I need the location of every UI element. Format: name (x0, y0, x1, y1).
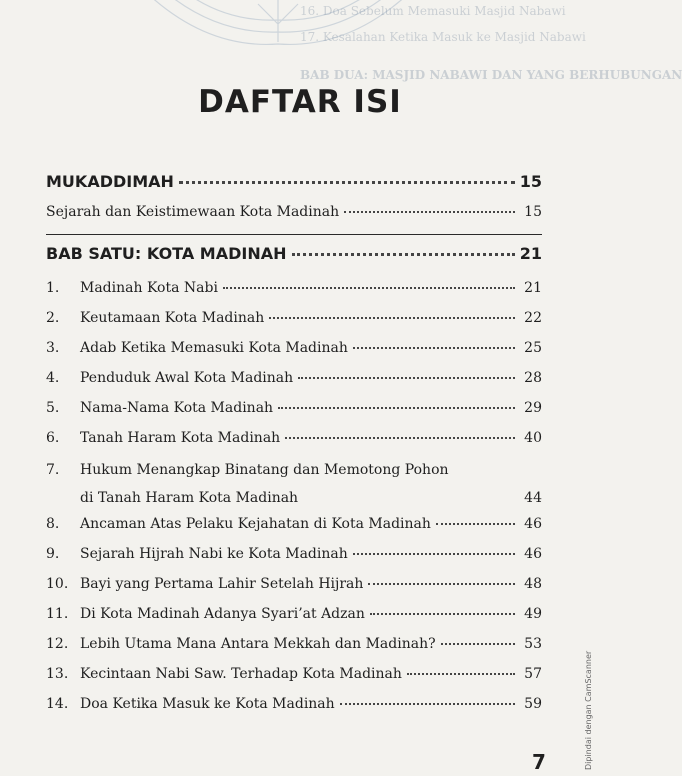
entry-number: 13. (46, 666, 69, 682)
toc-entry[interactable] (46, 546, 542, 562)
dot-leader (370, 613, 515, 615)
entry-number: 1. (46, 280, 60, 296)
entry-number: 4. (46, 370, 60, 386)
section-bab-satu[interactable] (46, 244, 542, 263)
dot-leader (441, 643, 515, 645)
page-ref: 15 (519, 172, 542, 191)
toc-entry[interactable] (46, 636, 542, 652)
page-ref: 59 (524, 696, 542, 712)
section-label: MUKADDIMAH (46, 172, 174, 191)
header-ornament (128, 0, 428, 54)
toc-entry[interactable] (46, 576, 542, 592)
toc-entry[interactable] (46, 340, 542, 356)
page-ref: 46 (524, 546, 542, 562)
page-ref: 29 (524, 400, 542, 416)
dot-leader (368, 583, 515, 585)
entry-label: Hukum Menangkap Binatang dan Memotong Pohon (80, 462, 449, 478)
page-ref: 25 (524, 340, 542, 356)
toc-entry[interactable] (46, 280, 542, 296)
entry-label: Ancaman Atas Pelaku Kejahatan di Kota Madinah (80, 516, 431, 532)
toc-entry[interactable] (46, 430, 542, 446)
page-ref: 15 (524, 204, 542, 220)
entry-number: 14. (46, 696, 69, 712)
entry-label: Nama-Nama Kota Madinah (80, 400, 274, 416)
toc-entry[interactable] (46, 310, 542, 326)
entry-number: 10. (46, 576, 69, 592)
entry-label: Doa Ketika Masuk ke Kota Madinah (80, 696, 335, 712)
dot-leader (179, 181, 515, 184)
toc-entry[interactable] (46, 606, 542, 622)
entry-number: 9. (46, 546, 60, 562)
dot-leader (285, 437, 515, 439)
toc-entry[interactable] (46, 400, 542, 416)
page-ref: 28 (524, 370, 542, 386)
section-divider (46, 234, 542, 235)
entry-label-continued: di Tanah Haram Kota Madinah (80, 490, 299, 506)
entry-number: 2. (46, 310, 60, 326)
section-label: BAB SATU: KOTA MADINAH (46, 244, 287, 263)
page-number: 7 (532, 750, 546, 774)
show-through-text: BAB DUA: MASJID NABAWI DAN YANG BERHUBUNGAN (300, 68, 682, 82)
scanner-watermark: Dipindai dengan CamScanner (584, 650, 593, 770)
page-ref: 49 (524, 606, 542, 622)
toc-entry-intro[interactable] (46, 204, 542, 220)
entry-number: 11. (46, 606, 69, 622)
toc-entry[interactable] (46, 462, 542, 506)
page-ref: 44 (524, 490, 542, 506)
entry-label: Sejarah Hijrah Nabi ke Kota Madinah (80, 546, 348, 562)
dot-leader (223, 287, 515, 289)
page-title: DAFTAR ISI (198, 84, 402, 120)
page-ref: 21 (519, 244, 542, 263)
entry-label: Bayi yang Pertama Lahir Setelah Hijrah (80, 576, 364, 592)
dot-leader (344, 211, 515, 213)
dot-leader (298, 377, 515, 379)
toc-entry[interactable] (46, 516, 542, 532)
toc-entry[interactable] (46, 666, 542, 682)
show-through-text: 17. Kesalahan Ketika Masuk ke Masjid Nabawi (300, 30, 586, 44)
dot-leader (353, 553, 515, 555)
toc-entry[interactable] (46, 370, 542, 386)
entry-number: 3. (46, 340, 60, 356)
entry-number: 6. (46, 430, 60, 446)
section-mukaddimah[interactable] (46, 172, 542, 191)
dot-leader (340, 703, 515, 705)
entry-number: 12. (46, 636, 69, 652)
dot-leader (292, 253, 515, 256)
toc-entry[interactable] (46, 696, 542, 712)
dot-leader (407, 673, 515, 675)
entry-number: 5. (46, 400, 60, 416)
page-ref: 40 (524, 430, 542, 446)
page-ref: 21 (524, 280, 542, 296)
entry-label: Penduduk Awal Kota Madinah (80, 370, 294, 386)
entry-number: 8. (46, 516, 60, 532)
page-ref: 46 (524, 516, 542, 532)
entry-label: Tanah Haram Kota Madinah (80, 430, 281, 446)
show-through-text: 16. Doa Sebelum Memasuki Masjid Nabawi (300, 4, 566, 18)
dot-leader (278, 407, 515, 409)
entry-label: Kecintaan Nabi Saw. Terhadap Kota Madinah (80, 666, 402, 682)
entry-label: Di Kota Madinah Adanya Syari’at Adzan (80, 606, 365, 622)
dot-leader (269, 317, 515, 319)
entry-number: 7. (46, 462, 60, 478)
entry-label: Keutamaan Kota Madinah (80, 310, 265, 326)
dot-leader (353, 347, 515, 349)
entry-label: Madinah Kota Nabi (80, 280, 218, 296)
page-ref: 53 (524, 636, 542, 652)
page-ref: 57 (524, 666, 542, 682)
page-ref: 48 (524, 576, 542, 592)
entry-label: Sejarah dan Keistimewaan Kota Madinah (46, 204, 340, 220)
dot-leader (436, 523, 515, 525)
page-ref: 22 (524, 310, 542, 326)
entry-label: Adab Ketika Memasuki Kota Madinah (80, 340, 348, 356)
entry-label: Lebih Utama Mana Antara Mekkah dan Madinah? (80, 636, 436, 652)
